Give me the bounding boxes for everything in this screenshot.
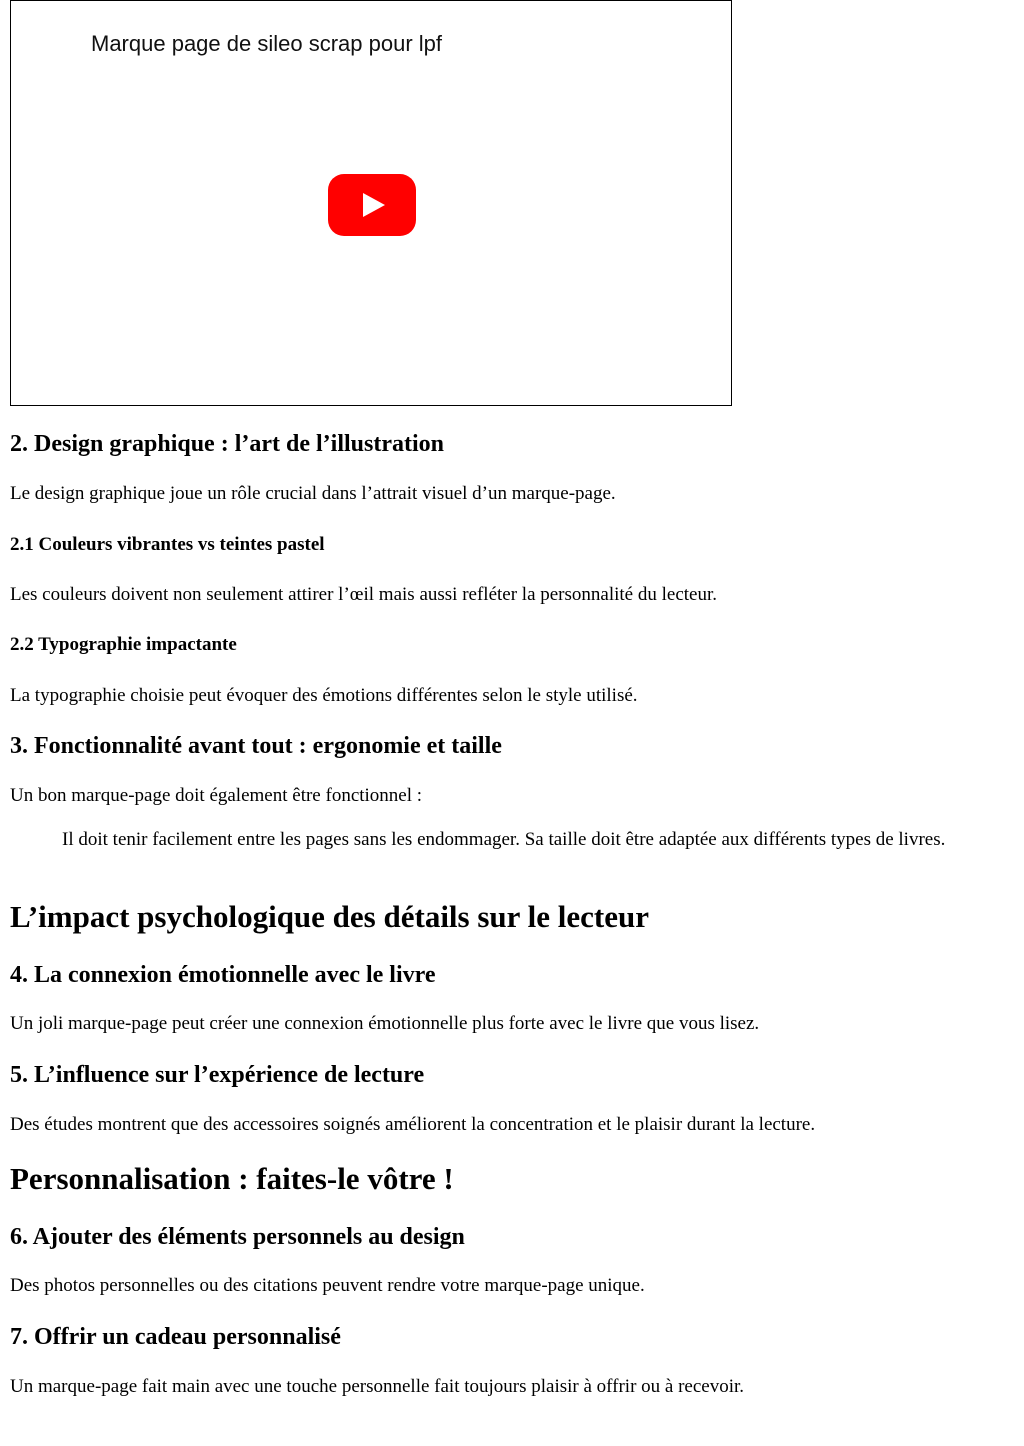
paragraph-elements-personnels: Des photos personnelles ou des citations peuvent rendre votre marque-page unique. xyxy=(10,1275,645,1296)
paragraph-cadeau: Un marque-page fait main avec une touche personnelle fait toujours plaisir à offrir ou à recevoir. xyxy=(10,1376,745,1397)
paragraph-connexion: Un joli marque-page peut créer une connexion émotionnelle plus forte avec le livre que vous lisez. xyxy=(10,1013,760,1034)
heading-couleurs: 2.1 Couleurs vibrantes vs teintes pastel xyxy=(10,534,325,555)
heading-elements-personnels: 6. Ajouter des éléments personnels au design xyxy=(10,1224,465,1250)
heading-fonctionnalite: 3. Fonctionnalité avant tout : ergonomie et taille xyxy=(10,733,502,759)
paragraph-influence: Des études montrent que des accessoires soignés améliorent la concentration et le plaisir durant la lecture. xyxy=(10,1114,816,1135)
paragraph-fonctionnalite: Un bon marque-page doit également être fonctionnel : xyxy=(10,785,423,806)
heading-personnalisation: Personnalisation : faites-le vôtre ! xyxy=(10,1161,454,1196)
heading-impact-psychologique: L’impact psychologique des détails sur le lecteur xyxy=(10,899,649,934)
heading-connexion: 4. La connexion émotionnelle avec le livre xyxy=(10,962,436,988)
heading-typographie: 2.2 Typographie impactante xyxy=(10,634,237,655)
youtube-play-icon[interactable] xyxy=(328,174,416,236)
blockquote-fonctionnalite: Il doit tenir facilement entre les pages sans les endommager. Sa taille doit être adaptée aux différents types de livres. xyxy=(62,829,946,850)
paragraph-couleurs: Les couleurs doivent non seulement attirer l’œil mais aussi refléter la personnalité du lecteur. xyxy=(10,584,717,605)
video-title[interactable]: Marque page de sileo scrap pour lpf xyxy=(91,31,442,56)
heading-influence: 5. L’influence sur l’expérience de lecture xyxy=(10,1062,425,1088)
paragraph-typographie: La typographie choisie peut évoquer des émotions différentes selon le style utilisé. xyxy=(10,685,638,706)
paragraph-design-graphique: Le design graphique joue un rôle crucial dans l’attrait visuel d’un marque-page. xyxy=(10,483,616,504)
video-embed[interactable] xyxy=(10,0,732,406)
heading-cadeau: 7. Offrir un cadeau personnalisé xyxy=(10,1324,341,1350)
heading-design-graphique: 2. Design graphique : l’art de l’illustration xyxy=(10,431,445,457)
